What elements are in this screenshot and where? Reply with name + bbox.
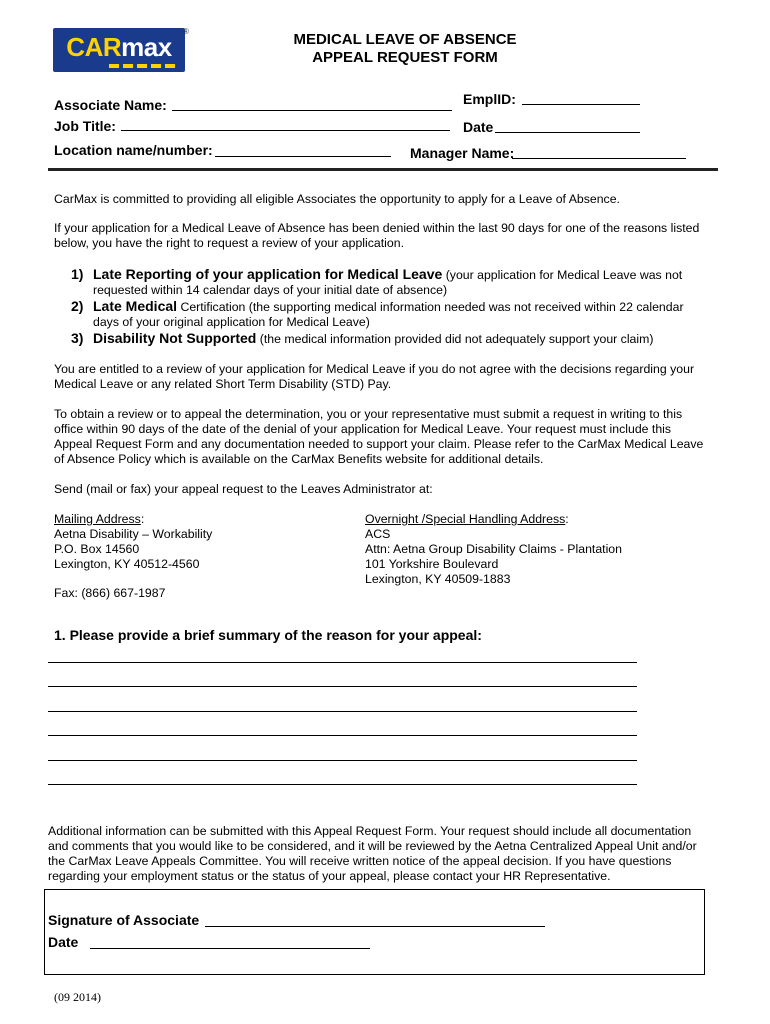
overnight-heading: Overnight /Special Handling Address [365,512,566,526]
emplid-line[interactable] [522,104,640,105]
entitled-paragraph: You are entitled to a review of your application for Medical Leave if you do not agree with the decisions regarding your Medical Leave or any related Short Term Disability (STD) Pay. [54,362,695,391]
intro-paragraph: CarMax is committed to providing all eligible Associates the opportunity to apply for a Leave of Absence. [54,192,620,206]
reason-item: 1) Late Reporting of your application for Medical Leave (your application for Medical Leave was not requested within 14 calendar days of your initial date of absence) [71,266,683,297]
date-line[interactable] [495,132,640,133]
answer-line[interactable] [48,760,637,761]
logo-car-text: CAR [66,32,122,62]
question-1: 1. Please provide a brief summary of the reason for your appeal: [54,627,482,643]
signature-box [44,889,705,975]
location-label: Location name/number: [54,142,213,158]
answer-line[interactable] [48,686,637,687]
associate-name-label: Associate Name: [54,97,167,113]
reason-item: 2) Late Medical Certification (the supporting medical information needed was not received within 22 calendar days of your original application for Medical Leave) [71,298,684,329]
answer-line[interactable] [48,662,637,663]
answer-line[interactable] [48,735,637,736]
logo-dashes [109,64,175,68]
registered-mark: ® [183,27,189,36]
header-divider [48,168,718,171]
date-label: Date [463,119,494,135]
form-version: (09 2014) [54,990,101,1004]
mailing-heading: Mailing Address [54,512,141,526]
form-title-line2: APPEAL REQUEST FORM [312,49,498,66]
additional-paragraph: Additional information can be submitted with this Appeal Request Form. Your request should include all documentation and comments that you would like to be considered, and it will be reviewed by the Aetna Centralized Appeal Unit and/or the CarMax Leave Appeals Committee. You will receive written notice of the appeal decision. If you have questions regarding your employment status or the status of your appeal, please contact your HR Representative. [48,824,697,883]
signature-date-label: Date [48,934,79,950]
logo-max-text: max [121,32,172,62]
fax-number: Fax: (866) 667-1987 [54,586,166,600]
manager-name-line[interactable] [512,158,686,159]
answer-line[interactable] [48,784,637,785]
manager-name-label: Manager Name: [410,145,515,161]
job-title-line[interactable] [121,130,450,131]
signature-label: Signature of Associate [48,912,200,928]
associate-name-line[interactable] [172,110,452,111]
denied-paragraph: If your application for a Medical Leave of Absence has been denied within the last 90 days for one of the reasons listed below, you have the right to request a review of your application. [54,221,700,250]
obtain-paragraph: To obtain a review or to appeal the determination, you or your representative must submit a request in writing to this office within 90 days of the date of the denial of your application for Medical Leave. Your request must include this Appeal Request Form and any documentation needed to support your claim. Please refer to the CarMax Medical Leave of Absence Policy which is available on the CarMax Benefits website for additional details. [54,407,704,466]
send-paragraph: Send (mail or fax) your appeal request to the Leaves Administrator at: [54,482,433,496]
signature-date-line[interactable] [90,948,370,949]
form-title-line1: MEDICAL LEAVE OF ABSENCE [293,31,517,48]
job-title-label: Job Title: [54,118,116,134]
carmax-logo [53,28,185,72]
overnight-address: Overnight /Special Handling Address: ACS Attn: Aetna Group Disability Claims - Plantation 101 Yorkshire Boulevard Lexington, KY 40509-1883 [365,512,622,586]
answer-line[interactable] [48,711,637,712]
reason-list [71,267,711,347]
mailing-address: Mailing Address: Aetna Disability – Workability P.O. Box 14560 Lexington, KY 40512-4560 [54,512,213,571]
signature-line[interactable] [205,926,545,927]
reason-item: 3) Disability Not Supported (the medical information provided did not adequately support your claim) [71,330,654,346]
location-line[interactable] [215,156,391,157]
emplid-label: EmplID: [463,91,516,107]
